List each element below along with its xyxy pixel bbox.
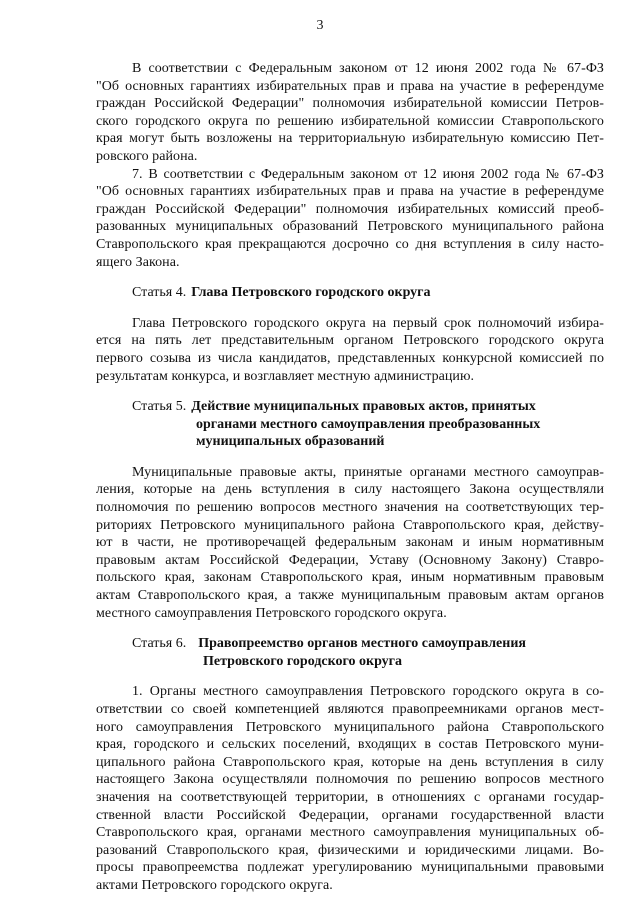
text-line: ответствии со своей компетенцией являются правопреемниками органов мест- — [96, 702, 604, 717]
text-line: значения на соответствующей территории, в отношениях с органами государ- — [96, 789, 604, 805]
text-line: 1. Органы местного самоуправления Петровского городского округа в со- — [132, 684, 604, 700]
text-line: актами Петровского городского округа. — [96, 877, 333, 893]
text-line: ципального района Ставропольского края, которые на день вступления в силу — [96, 754, 604, 770]
article-6-heading — [96, 635, 604, 653]
text-line: польского края, законам Ставропольского края, иным нормативным правовым — [96, 570, 604, 586]
article-title-line: муниципальных образований — [196, 434, 385, 450]
article-6-body — [96, 683, 604, 894]
text-line: Ставропольского края прекращаются досрочно со дня вступления в силу насто- — [96, 236, 604, 252]
text-line: ется на пять лет представительным органом Петровского городского округа — [96, 333, 604, 349]
text-line: полномочия по решению вопросов местного значения на соответствующих тер- — [96, 500, 604, 516]
text-line: Муниципальные правовые акты, принятые органами местного самоуправ- — [132, 464, 604, 480]
text-line: первого созыва из числа кандидатов, представленных конкурсной комиссией по — [96, 350, 604, 366]
text-line: В соответствии с Федеральным законом от 12 июня 2002 года № 67-ФЗ — [132, 61, 604, 76]
text-line: ского городского округа по решению избирательной комиссии Ставропольского — [96, 113, 604, 129]
text-line: граждан Российской Федерации" полномочия избирательных комиссий преоб- — [96, 201, 604, 217]
text-line: граждан Российской Федерации" полномочия избирательной комиссии Петров- — [96, 96, 604, 112]
article-4-body — [96, 315, 604, 385]
text-line: "Об основных гарантиях избирательных прав и права на участие в референдуме — [96, 78, 604, 94]
article-5-body — [96, 464, 604, 622]
text-line: настоящего Закона осуществляли полномочия по решению вопросов местного — [96, 772, 604, 788]
text-line: края, городского и сельских поселений, входящих в состав Петровского муни- — [96, 737, 604, 753]
text-line: ящего Закона. — [96, 254, 180, 270]
article-label: Статья 6. — [132, 636, 187, 652]
text-line: разований Ставропольского края, физическими и юридическими лицами. Во- — [96, 842, 604, 858]
text-line: правовым актам Российской Федерации, Уставу (Основному Закону) Ставро- — [96, 552, 604, 568]
text-line: ют в части, не противоречащей федеральным законам и иным нормативным — [96, 535, 604, 551]
text-line: просы правопреемства подлежат урегулированию муниципальными правовыми — [96, 860, 604, 876]
text-line: ровского района. — [96, 148, 198, 164]
article-4-heading — [96, 284, 604, 302]
text-line: Ставропольского края, органами местного самоуправления муниципальных об- — [96, 825, 604, 841]
text-line: разованных муниципальных образований Петровского муниципального района — [96, 219, 604, 235]
article-title-line: Петровского городского округа — [203, 653, 403, 669]
text-line: актам Ставропольского края, а также муниципальным правовым актам органов — [96, 588, 604, 604]
text-line: ления, которые на день вступления в силу настоящего Закона осуществляли — [96, 482, 604, 498]
text-line: ственной власти Российской Федерации, органами государственной власти — [96, 807, 604, 823]
text-line: Глава Петровского городского округа на первый срок полномочий избира- — [132, 315, 604, 331]
text-line: 7. В соответствии с Федеральным законом от 12 июня 2002 года № 67-ФЗ — [132, 166, 604, 182]
page-number: 3 — [316, 18, 324, 33]
paragraph-federal-law-commission — [96, 60, 604, 166]
article-title: Глава Петровского городского округа — [191, 285, 431, 301]
text-line: местного самоуправления Петровского городского округа. — [96, 605, 447, 621]
article-5-heading — [96, 398, 604, 416]
text-line: края могут быть возложены на территориальную избирательную комиссию Пет- — [96, 131, 604, 147]
document-body — [96, 60, 604, 895]
text-line: ного самоуправления Петровского муниципального района Ставропольского — [96, 719, 604, 735]
article-label: Статья 4. — [132, 285, 187, 301]
article-label: Статья 5. — [132, 399, 187, 415]
article-title: Правопреемство органов местного самоуправления — [198, 636, 526, 652]
text-line: "Об основных гарантиях избирательных прав и права на участие в референдуме — [96, 184, 604, 200]
text-line: риториях Петровского муниципального района Ставропольского края, действу- — [96, 517, 604, 533]
article-title: Действие муниципальных правовых актов, принятых — [191, 399, 536, 415]
article-title-line: органами местного самоуправления преобразованных — [196, 416, 541, 432]
paragraph-item-7 — [96, 166, 604, 272]
text-line: результатам конкурса, и возглавляет местную администрацию. — [96, 368, 475, 384]
